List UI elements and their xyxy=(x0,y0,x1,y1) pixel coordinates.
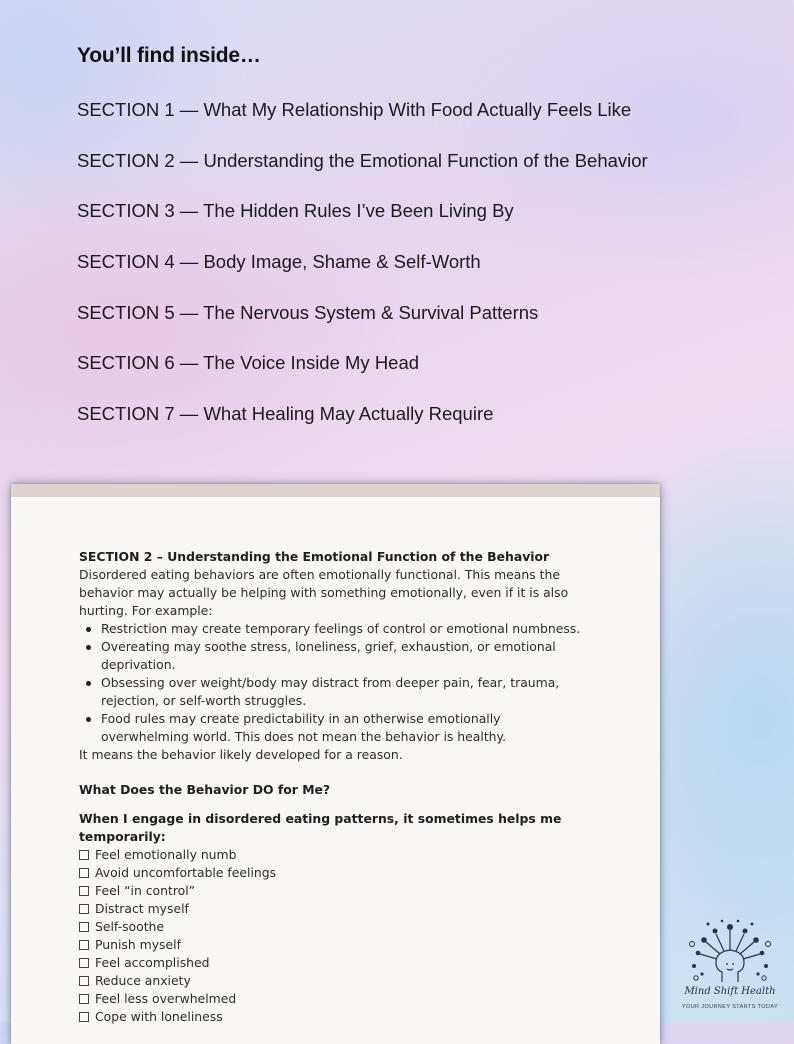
bullet-icon xyxy=(86,681,91,686)
checkbox-icon xyxy=(79,994,89,1004)
page-heading: You’ll find inside… xyxy=(77,44,261,67)
checklist-label: Distract myself xyxy=(95,901,189,916)
logo-brand-name: Mind Shift Health xyxy=(684,986,776,997)
checkbox-icon xyxy=(79,922,89,932)
section-item: SECTION 2 — Understanding the Emotional Function of the Behavior xyxy=(77,149,648,171)
section-item: SECTION 1 — What My Relationship With Food Actually Feels Like xyxy=(77,99,632,120)
checklist-label: Self-soothe xyxy=(95,919,165,934)
checklist-item xyxy=(79,882,639,900)
checkbox-icon xyxy=(79,904,89,914)
subheading: What Does the Behavior DO for Me? xyxy=(79,782,331,797)
checklist-label: Cope with loneliness xyxy=(95,1009,223,1024)
checklist-label: Feel emotionally numb xyxy=(95,847,237,862)
checklist-item xyxy=(79,900,639,918)
checklist-label: Reduce anxiety xyxy=(95,973,191,988)
bullet-icon xyxy=(86,645,91,650)
checkbox-icon xyxy=(79,886,89,896)
checklist-label: Punish myself xyxy=(95,937,181,952)
intro-line: behavior may actually be helping with something emotionally, even if it is also xyxy=(79,585,569,600)
example-line: deprivation. xyxy=(101,657,176,672)
preview-section-title: SECTION 2 – Understanding the Emotional Function of the Behavior xyxy=(79,549,550,564)
closing-line: It means the behavior likely developed for a reason. xyxy=(79,747,403,762)
intro-line: hurting. For example: xyxy=(79,603,213,618)
section-item: SECTION 3 — The Hidden Rules I’ve Been Living By xyxy=(77,200,514,222)
preview-page xyxy=(11,484,660,1044)
section-list xyxy=(77,99,648,454)
preview-page-content xyxy=(79,548,639,1026)
checkbox-icon xyxy=(79,940,89,950)
checklist-label: Feel “in control” xyxy=(95,883,196,898)
checkbox-icon xyxy=(79,1012,89,1022)
checklist-label: Feel less overwhelmed xyxy=(95,991,237,1006)
checklist-item xyxy=(79,972,639,990)
preview-page-header-band xyxy=(11,484,660,497)
example-line: Overeating may soothe stress, loneliness, grief, exhaustion, or emotional xyxy=(101,639,556,654)
checkbox-icon xyxy=(79,976,89,986)
example-item xyxy=(101,674,639,710)
example-line: Food rules may create predictability in an otherwise emotionally xyxy=(101,711,501,726)
bullet-icon xyxy=(86,717,91,722)
checklist-label: Avoid uncomfortable feelings xyxy=(95,865,277,880)
example-item xyxy=(101,638,639,674)
example-item xyxy=(101,620,639,638)
checklist xyxy=(79,846,639,1026)
section-item: SECTION 6 — The Voice Inside My Head xyxy=(77,352,420,374)
example-item xyxy=(101,710,639,746)
prompt-line: When I engage in disordered eating patterns, it sometimes helps me xyxy=(79,811,562,826)
brand-logo xyxy=(680,916,780,1016)
checkbox-icon xyxy=(79,868,89,878)
checklist-item xyxy=(79,954,639,972)
checklist-item xyxy=(79,846,639,864)
intro-line: Disordered eating behaviors are often emotionally functional. This means the xyxy=(79,567,560,582)
example-line: rejection, or self-worth struggles. xyxy=(101,693,307,708)
section-item: SECTION 7 — What Healing May Actually Require xyxy=(77,403,494,425)
checklist-item xyxy=(79,918,639,936)
bullet-icon xyxy=(86,627,91,632)
checklist-item xyxy=(79,864,639,882)
example-line: Obsessing over weight/body may distract from deeper pain, fear, trauma, xyxy=(101,675,560,690)
section-item: SECTION 5 — The Nervous System & Survival Patterns xyxy=(77,301,539,323)
checkbox-icon xyxy=(79,850,89,860)
checklist-item xyxy=(79,990,639,1008)
example-line: Restriction may create temporary feelings of control or emotional numbness. xyxy=(101,621,581,636)
checklist-item xyxy=(79,1008,639,1026)
example-line: overwhelming world. This does not mean the behavior is healthy. xyxy=(101,729,507,744)
section-item: SECTION 4 — Body Image, Shame & Self-Worth xyxy=(77,251,481,273)
prompt-line: temporarily: xyxy=(79,829,166,844)
head-burst-icon xyxy=(680,916,780,988)
checklist-item xyxy=(79,936,639,954)
example-list xyxy=(79,620,639,746)
logo-tagline: YOUR JOURNEY STARTS TODAY xyxy=(681,1004,779,1010)
checklist-label: Feel accomplished xyxy=(95,955,210,970)
checkbox-icon xyxy=(79,958,89,968)
